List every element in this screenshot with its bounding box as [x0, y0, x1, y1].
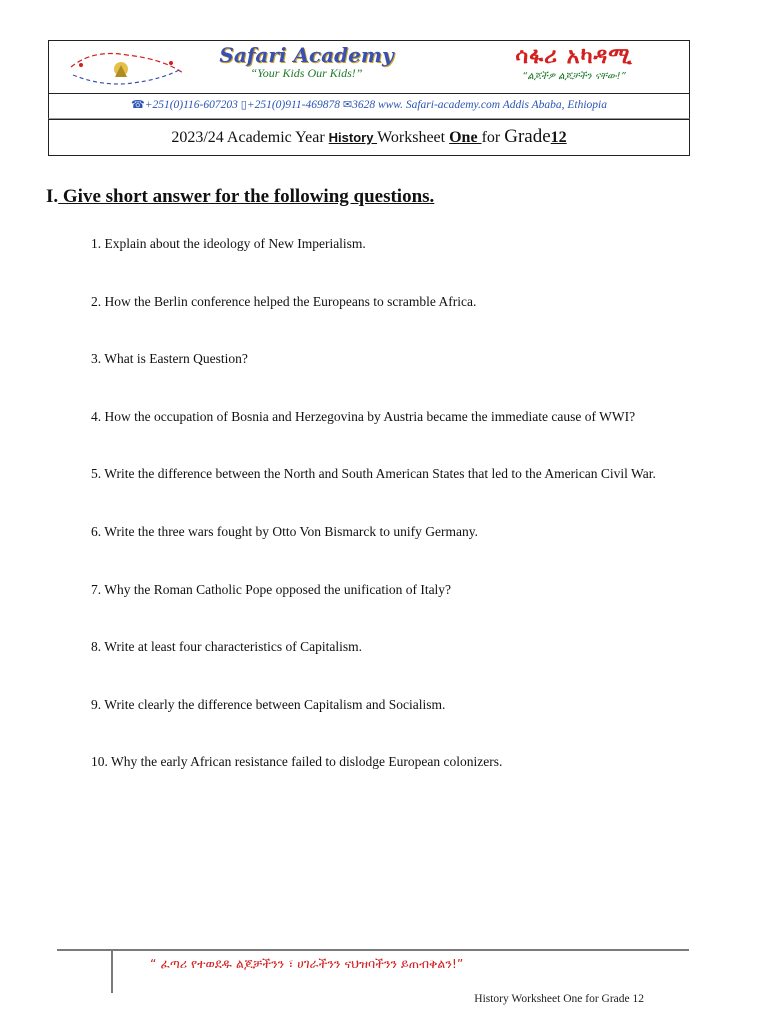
worksheet-title — [49, 126, 689, 148]
grade-word: Grade — [504, 126, 551, 147]
footer-quote: “ ፈጣሪ የተወደዱ ልጆቻችንን ፣ ሀገራችንን ናህዝባችንን ይጠብቅልን!” — [150, 956, 464, 971]
question-item: 10. Why the early African resistance failed to dislodge European colonizers. — [91, 754, 503, 770]
mobile-number: +251(0)911-469878 — [246, 99, 340, 111]
worksheet-number: One — [449, 129, 482, 146]
mobile-icon: ▯ — [240, 99, 247, 111]
contact-line — [49, 98, 689, 111]
brand-block — [219, 44, 394, 80]
question-item: 5. Write the difference between the North and South American States that led to the American Civil War. — [91, 466, 656, 482]
header-brand-row — [48, 40, 690, 94]
section-number: I. — [46, 186, 59, 207]
question-item: 4. How the occupation of Bosnia and Herzegovina by Austria became the immediate cause of WWI? — [91, 408, 636, 424]
po-box: 3628 — [352, 99, 376, 111]
question-item: 1. Explain about the ideology of New Imperialism. — [91, 236, 366, 251]
section-instruction: Give short answer for the following questions. — [58, 186, 435, 207]
question-item: 9. Write clearly the difference between Capitalism and Socialism. — [91, 696, 446, 712]
brand-name: Safari Academy — [219, 43, 394, 67]
amharic-brand-block — [469, 44, 679, 83]
grade-number: 12 — [550, 129, 567, 146]
phone-icon: ☎ — [131, 99, 145, 111]
question-item: 6. Write the three wars fought by Otto Von Bismarck to unify Germany. — [91, 523, 479, 539]
website-address: www. Safari-academy.com Addis Ababa, Ethiopia — [377, 99, 607, 111]
academy-logo — [63, 47, 191, 89]
question-list — [91, 236, 656, 812]
amharic-brand-name: ሳፋሪ አካዳሚ — [515, 44, 633, 69]
question-item: 2. How the Berlin conference helped the Europeans to scramble Africa. — [91, 293, 477, 309]
phone-number: +251(0)116-607203 — [144, 99, 238, 111]
footer-divider — [57, 949, 689, 951]
brand-slogan: “Your Kids Our Kids!” — [250, 66, 363, 80]
amharic-slogan: “ልጆችዎ ልጆቻችን ናቸው!” — [522, 71, 626, 82]
academic-year: 2023/24 Academic Year — [171, 129, 325, 146]
footer-vertical-divider — [111, 951, 113, 993]
worksheet-word: Worksheet — [377, 129, 446, 146]
section-heading — [46, 186, 434, 208]
contact-row — [48, 93, 690, 119]
subject-name: History — [328, 130, 378, 145]
question-item: 7. Why the Roman Catholic Pope opposed the unification of Italy? — [91, 581, 452, 597]
mailbox-icon: ✉ — [342, 99, 353, 111]
for-word: for — [481, 129, 501, 146]
question-item: 8. Write at least four characteristics of Capitalism. — [91, 639, 362, 655]
footer-note: History Worksheet One for Grade 12 — [474, 993, 644, 1005]
worksheet-title-row — [48, 119, 690, 156]
header — [48, 40, 690, 155]
question-item: 3. What is Eastern Question? — [91, 351, 248, 367]
